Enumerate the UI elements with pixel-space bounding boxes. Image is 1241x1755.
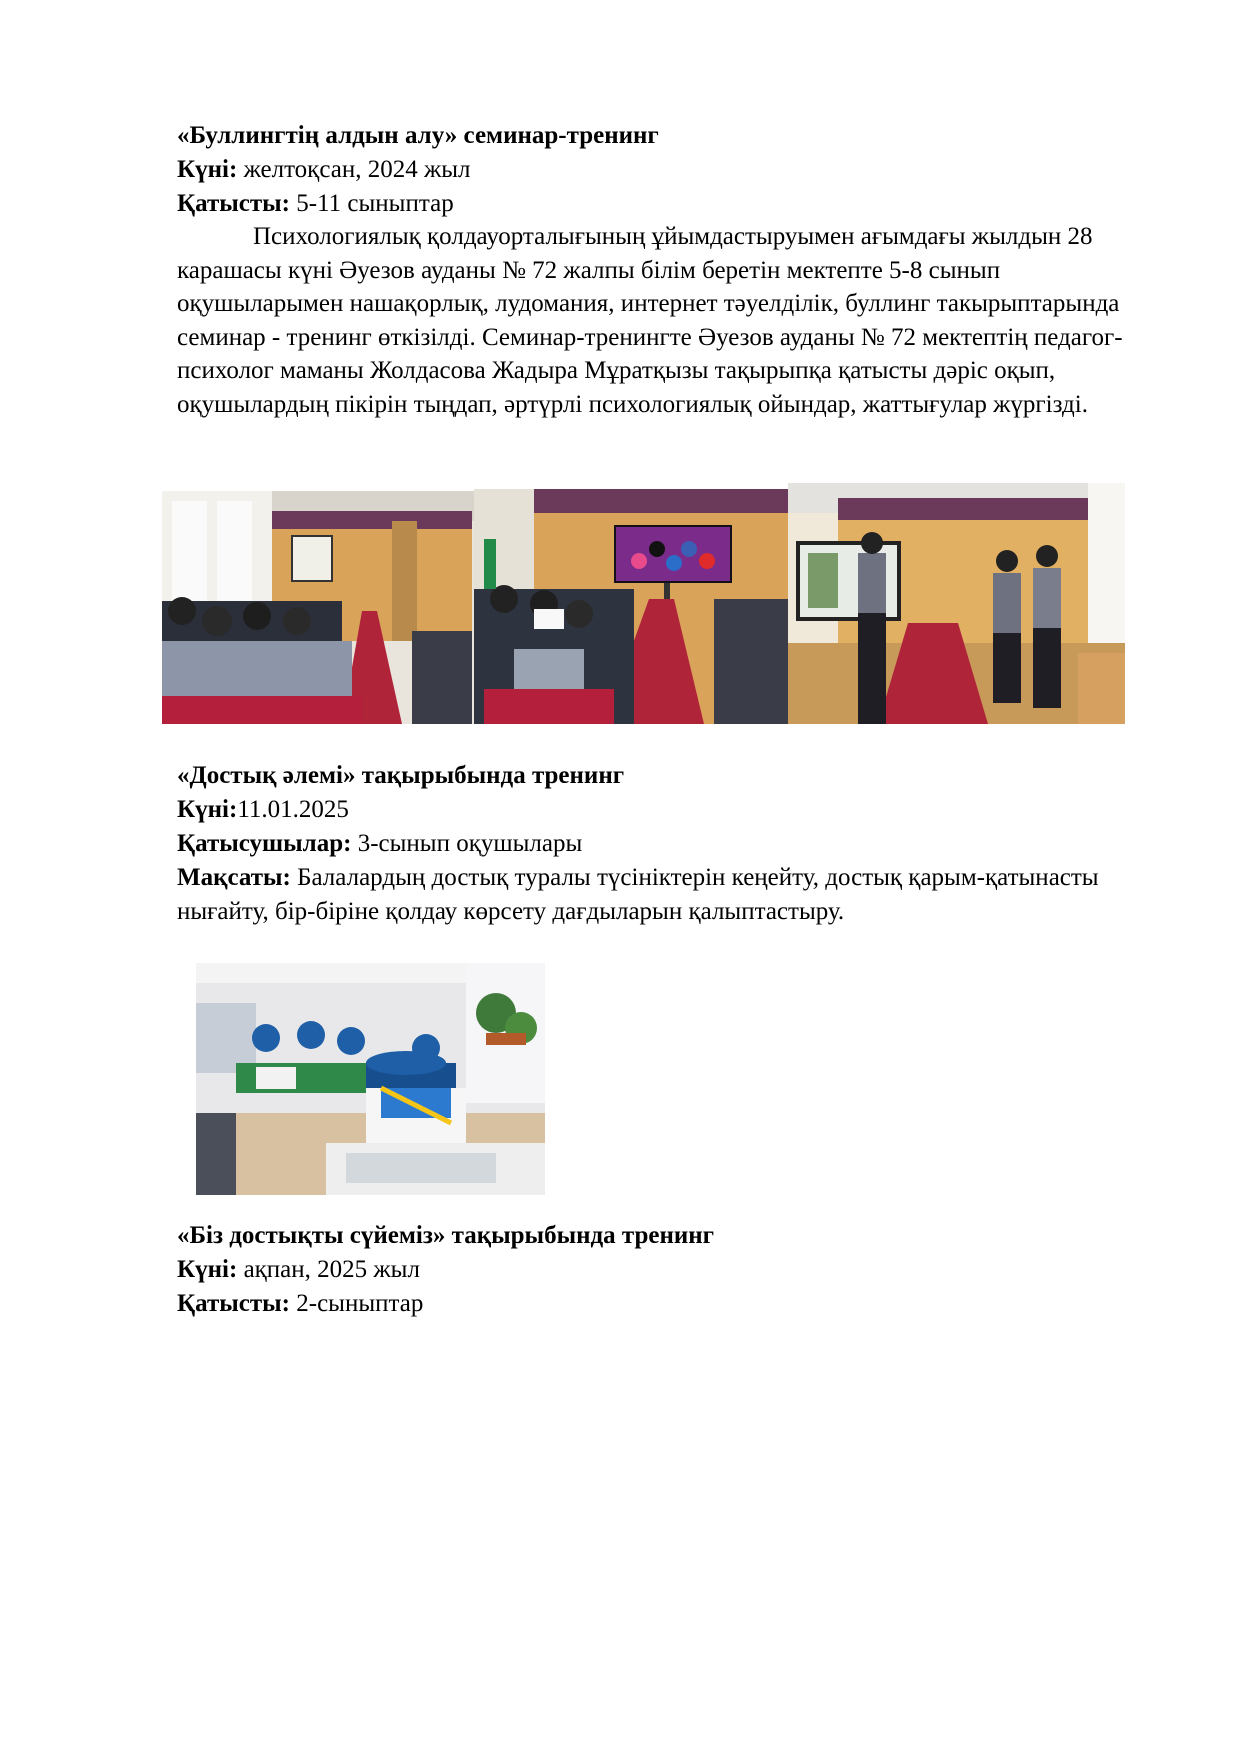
youtube-icon (699, 553, 715, 569)
section2-goal-value: Балалардың достық туралы түсініктерін кеңейту, достық қарым-қатынасты нығайту, бір-біріне қолдау көрсету дағдыларын қалыптастыру. (177, 864, 1099, 925)
facebook-icon (681, 541, 697, 557)
section2-participants (177, 827, 1132, 861)
section3-participants-value: 2-сыныптар (290, 1290, 424, 1317)
section3-title: «Біз достықты сүйеміз» тақырыбында тренинг (177, 1222, 715, 1249)
section3-participants (177, 1287, 1132, 1321)
section2-goal-label: Мақсаты: (177, 864, 291, 891)
vk-icon (666, 555, 682, 571)
section1-title: «Буллингтің алдын алу» семинар-тренинг (177, 122, 659, 149)
section2-title: «Достық әлемі» тақырыбында тренинг (177, 762, 625, 789)
section3-date-label: Күні: (177, 1256, 238, 1283)
seminar-photo-2 (474, 489, 788, 724)
section1-date-label: Күні: (177, 156, 238, 183)
instagram-icon (631, 553, 647, 569)
section1-paragraph: Психологиялық қолдауорталығының ұйымдастыруымен ағымдағы жылдын 28 карашасы күні Әуезов ауданы № 72 жалпы білім беретін мектепте 5-8 сынып оқушыларымен нашақорлық, лудомания, интернет тәуелділік, буллинг такырыптарында семинар - тренинг өткізілді. Семинар-тренингте Әуезов ауданы № 72 мектептің педагог-психолог маманы Жолдасова Жадыра Мұратқызы тақырыпқа қатысты дәріс оқып, оқушылардың пікірін тыңдап, әртүрлі психологиялық ойындар, жаттығулар жүргізді. (177, 223, 1123, 418)
section1-date-value: желтоқсан, 2024 жыл (237, 156, 471, 183)
section1-participants (177, 187, 1132, 221)
section1-date (177, 153, 1132, 187)
seminar-photo-3 (788, 483, 1125, 724)
section1-participants-value: 5-11 сыныптар (290, 190, 454, 217)
section3-date (177, 1253, 1132, 1287)
section2-date (177, 793, 1132, 827)
section1-participants-label: Қатысты: (177, 190, 291, 217)
section2-goal (177, 861, 1132, 928)
section3-participants-label: Қатысты: (177, 1290, 291, 1317)
section2-date-label: Күні: (177, 796, 238, 823)
section2-date-value: 11.01.2025 (237, 796, 349, 823)
section2-participants-label: Қатысушылар: (177, 830, 352, 857)
seminar-photo-1 (162, 491, 474, 724)
training-photo (196, 963, 545, 1195)
tiktok-icon (649, 541, 665, 557)
section3-date-value: ақпан, 2025 жыл (237, 1256, 420, 1283)
section2-participants-value: 3-сынып оқушылары (351, 830, 583, 857)
